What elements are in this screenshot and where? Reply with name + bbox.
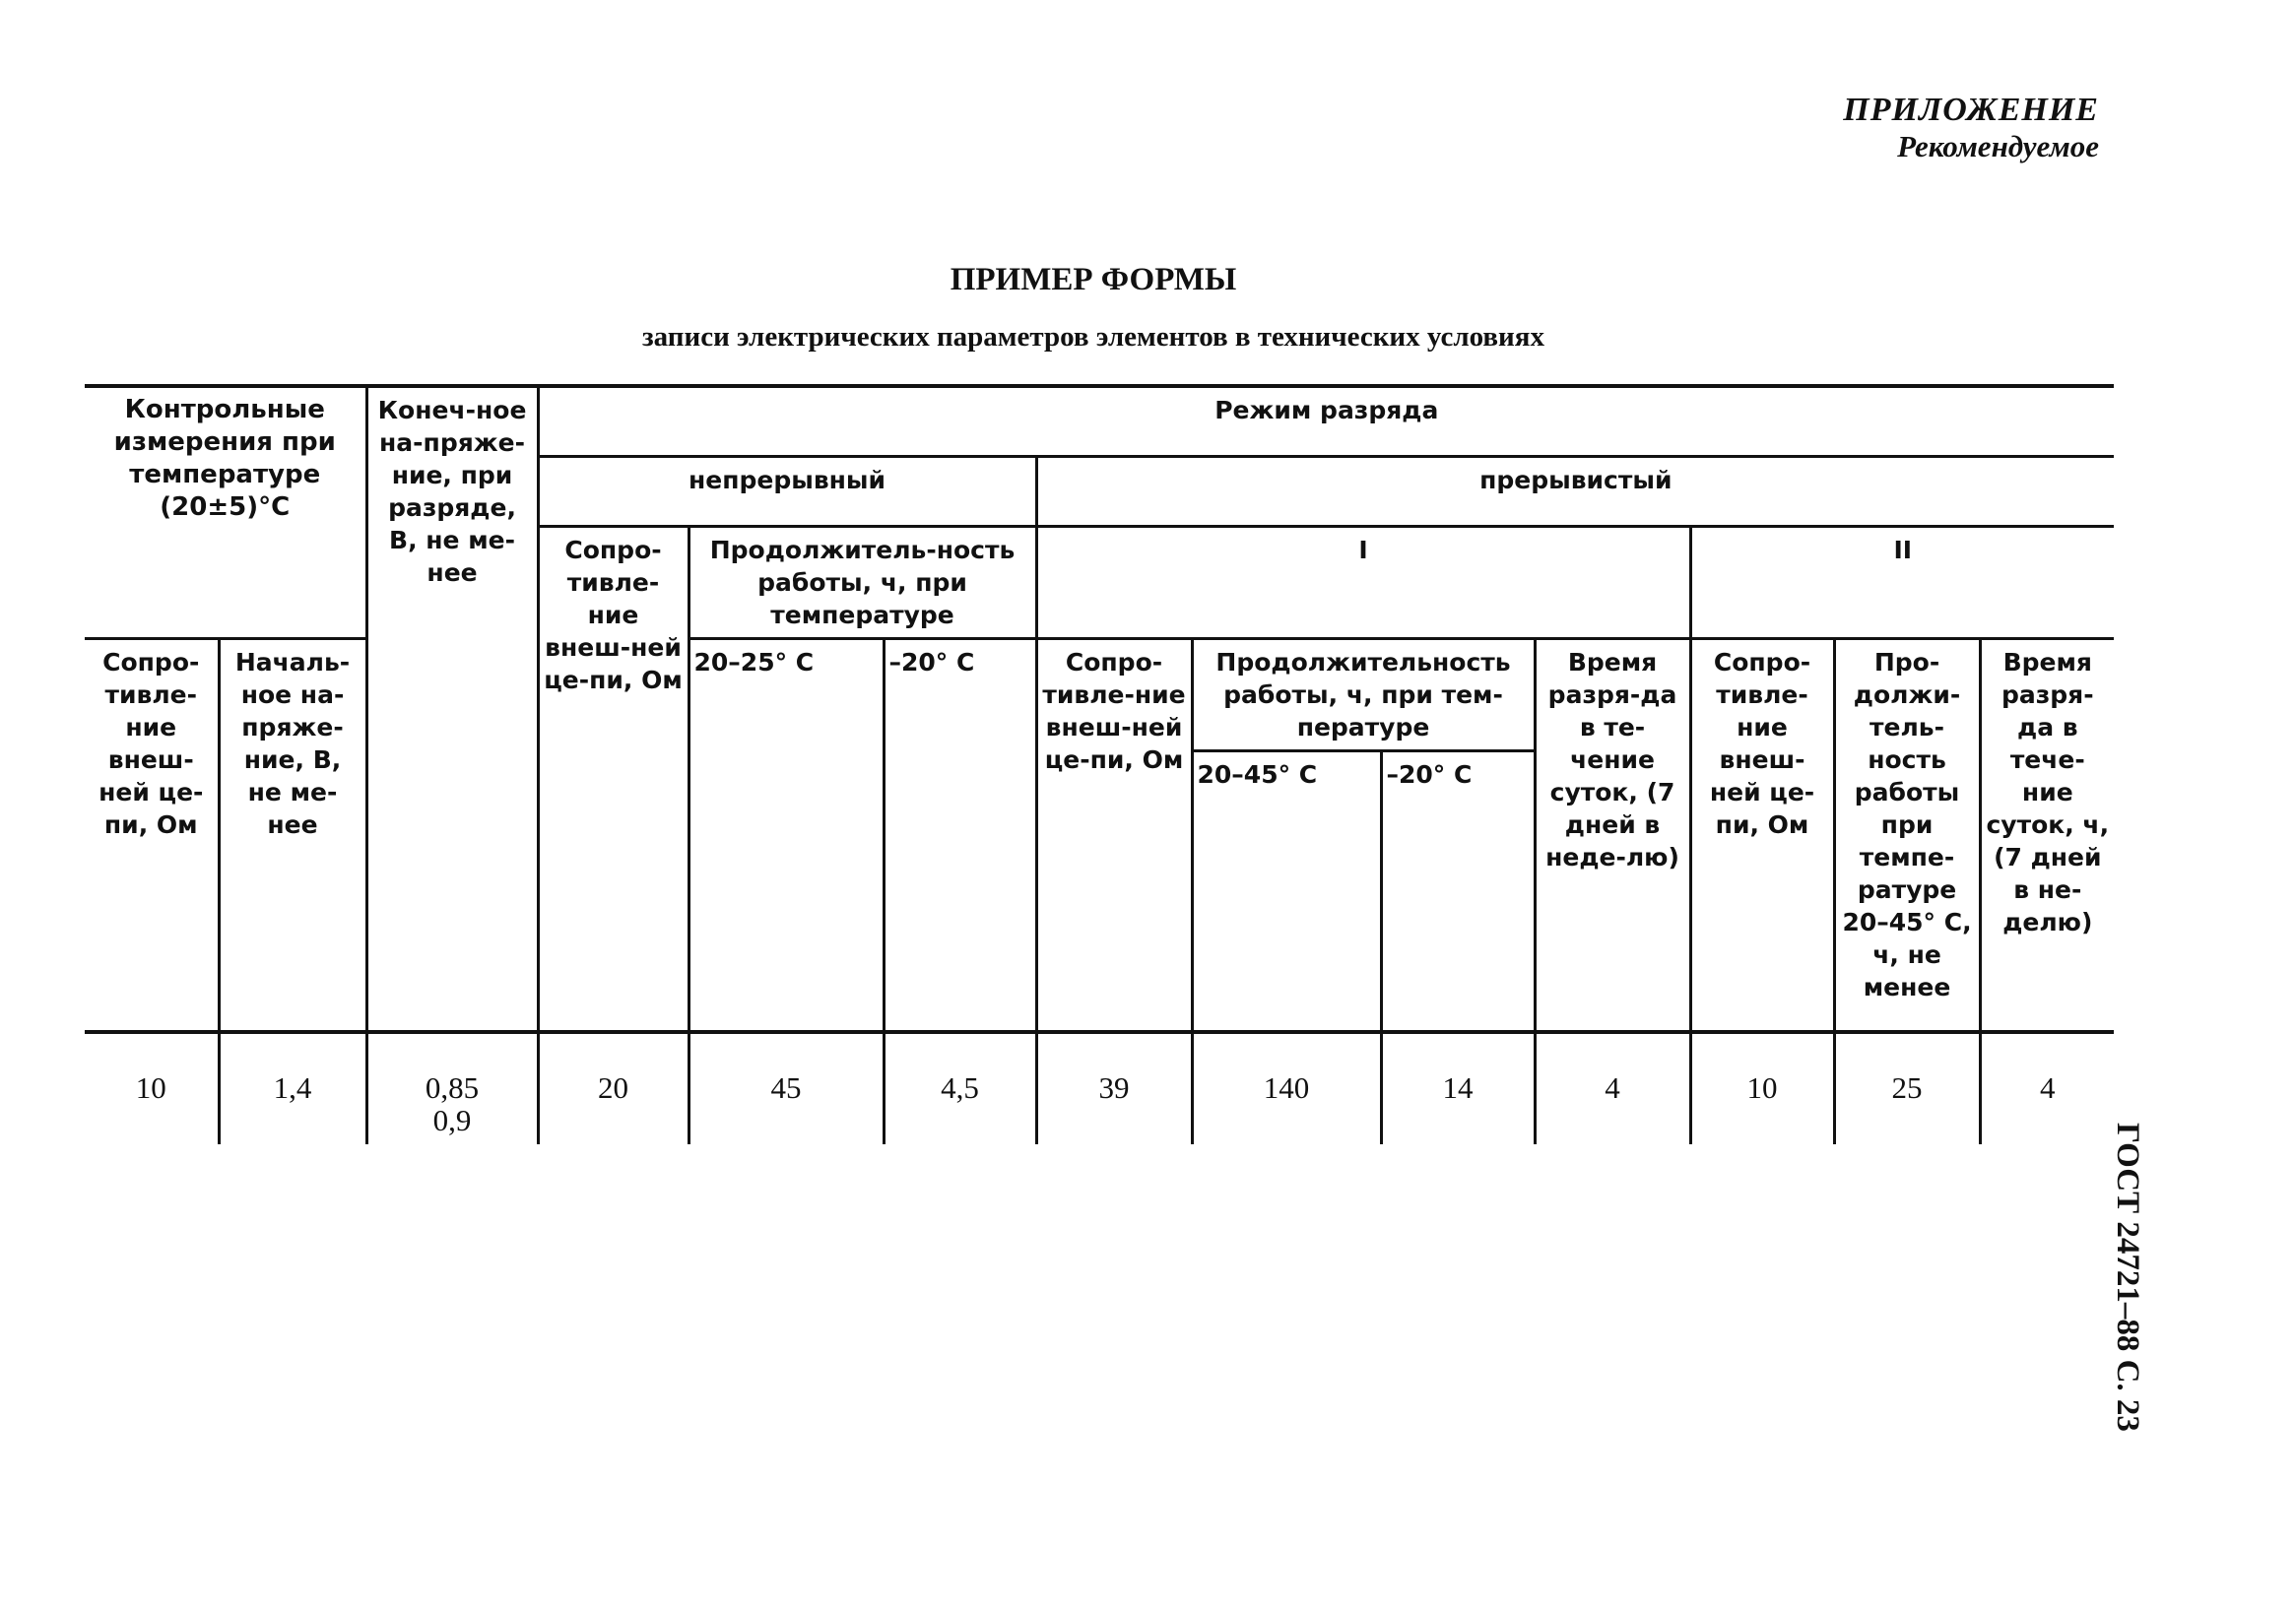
mode-ii-discharge-time-header: Время разря-да в тече-ние суток, ч, (7 дней в не-делю) [1980,639,2114,1033]
mode-i-temp-a-header: 20–45° С [1192,751,1381,1033]
mode-i-discharge-time-header: Время разря-да в те-чение суток, (7 дней в неде-лю) [1535,639,1690,1033]
value-mode-i-temp-a: 140 [1192,1032,1381,1144]
value-final-voltage-1: 0,85 [425,1070,480,1105]
page-side-label: ГОСТ 24721–88 С. 23 [2110,1123,2145,1432]
discharge-mode-header: Режим разряда [538,386,2114,457]
value-final-voltage-2: 0,9 [432,1103,472,1137]
mode-i-duration-header: Продолжительность работы, ч, при тем-пературе [1192,639,1535,751]
value-mode-ii-resistance: 10 [1690,1032,1834,1144]
continuous-temp-b-header: –20° С [884,639,1036,1033]
appendix-subtitle: Рекомендуемое [1897,129,2099,164]
value-mode-i-discharge-time: 4 [1535,1032,1690,1144]
parameters-form-table [85,384,2114,1144]
value-control-initial-voltage: 1,4 [219,1032,366,1144]
control-resistance-header: Сопро-тивле-ние внеш-ней це-пи, Ом [85,639,219,1033]
value-continuous-resistance: 20 [538,1032,689,1144]
document-subtitle: записи электрических параметров элементов в технических условиях [642,321,1544,353]
value-mode-i-temp-b: 14 [1381,1032,1535,1144]
continuous-resistance-header: Сопро-тивле-ние внеш-ней це-пи, Ом [538,527,689,1033]
control-initial-voltage-header: Началь-ное на-пряже-ние, В, не ме-нее [219,639,366,1033]
mode-ii-header: II [1690,527,2114,639]
mode-i-temp-b-header: –20° С [1381,751,1535,1033]
control-measurements-header: Контрольные измерения при температуре (20±5)°С [85,386,366,639]
appendix-title: ПРИЛОЖЕНИЕ [1843,92,2099,128]
continuous-temp-a-header: 20–25° С [689,639,884,1033]
value-mode-i-resistance: 39 [1036,1032,1192,1144]
continuous-header: непрерывный [538,457,1036,527]
mode-ii-duration-header: Про-должи-тель-ность работы при темпе-ратуре 20–45° С, ч, не менее [1834,639,1980,1033]
intermittent-header: прерывистый [1036,457,2114,527]
continuous-duration-header: Продолжитель-ность работы, ч, при температуре [689,527,1036,639]
value-continuous-temp-b: 4,5 [884,1032,1036,1144]
value-mode-ii-discharge-time: 4 [1980,1032,2114,1144]
mode-i-resistance-header: Сопро-тивле-ние внеш-ней це-пи, Ом [1036,639,1192,1033]
document-title: ПРИМЕР ФОРМЫ [950,262,1237,297]
appendix-label [1843,91,2099,164]
mode-ii-resistance-header: Сопро-тивле-ние внеш-ней це-пи, Ом [1690,639,1834,1033]
mode-i-header: I [1036,527,1690,639]
table-row [85,1032,2114,1144]
value-control-resistance: 10 [85,1032,219,1144]
final-voltage-header: Конеч-ное на-пряже-ние, при разряде, В, не ме-нее [366,386,538,1032]
value-mode-ii-duration: 25 [1834,1032,1980,1144]
value-final-voltage [366,1032,538,1144]
value-continuous-temp-a: 45 [689,1032,884,1144]
